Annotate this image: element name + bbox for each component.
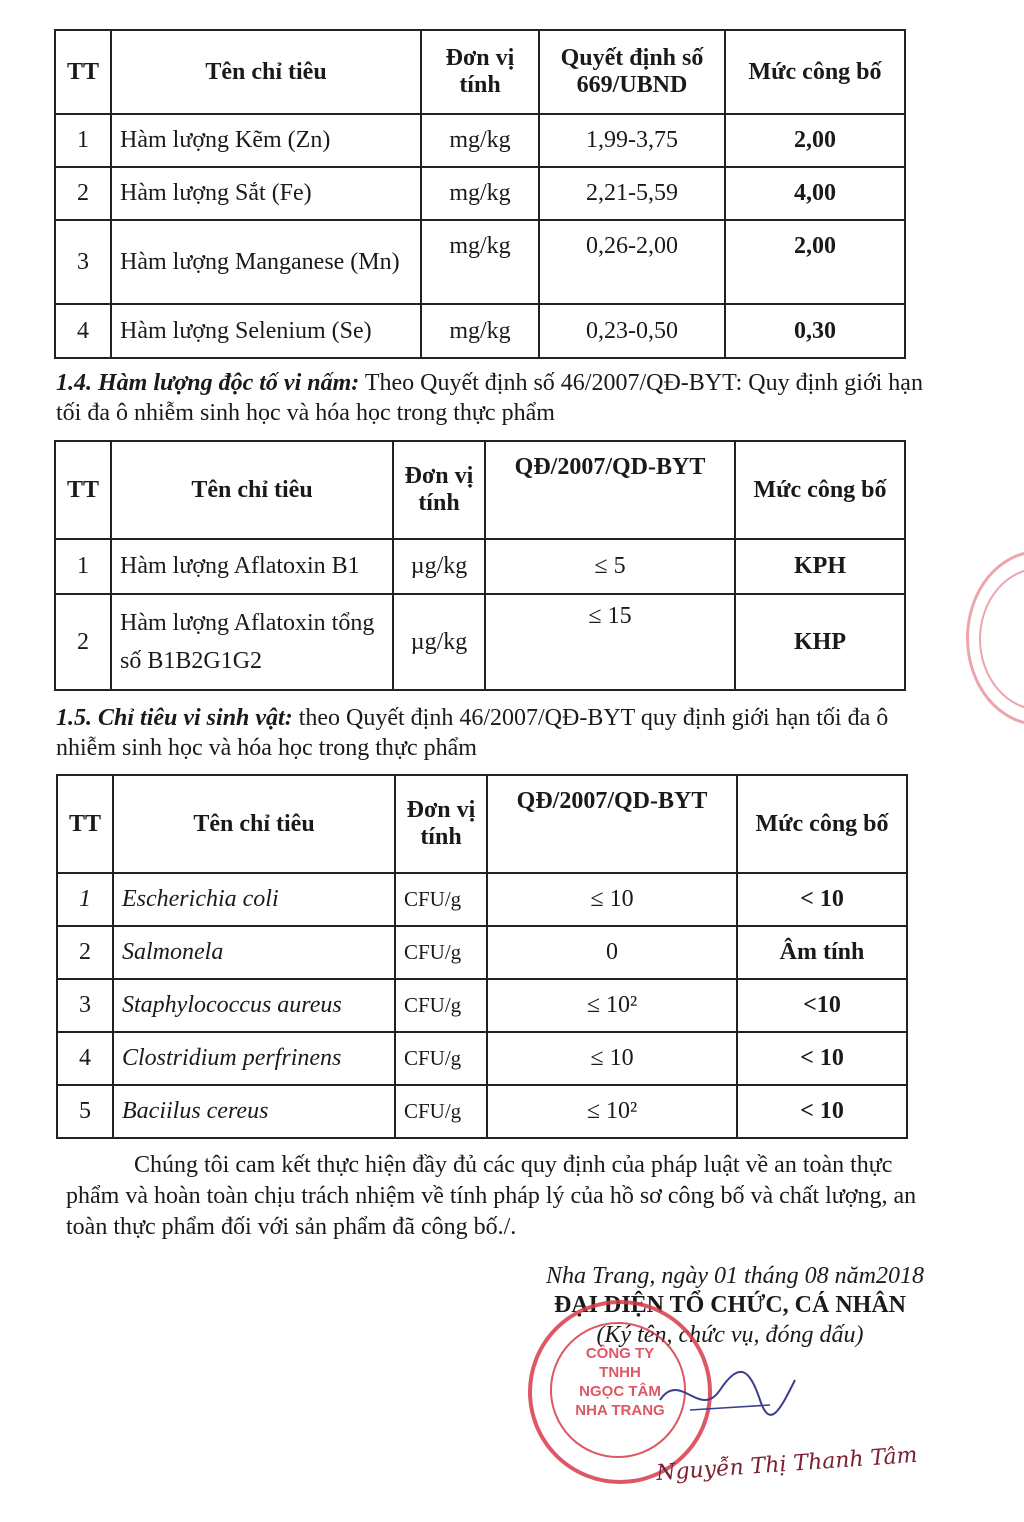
section-1-5 (56, 703, 936, 763)
header-tt: TT (55, 441, 111, 539)
header-value: Mức công bố (735, 441, 905, 539)
table-row (57, 926, 907, 979)
row-ref: 2,21-5,59 (539, 167, 725, 220)
header-name: Tên chỉ tiêu (111, 30, 421, 114)
row-value: KPH (735, 539, 905, 594)
header-tt: TT (57, 775, 113, 873)
section-text: theo Quyết định 46/2007/QĐ-BYT quy định giới hạn tối đa ô nhiễm sinh học và hóa học trong thực phẩm (56, 705, 889, 761)
row-tt: 4 (55, 304, 111, 358)
row-unit: µg/kg (393, 539, 485, 594)
table-row (55, 539, 905, 594)
table-row (55, 304, 905, 358)
signature-scribble (650, 1360, 800, 1430)
row-value: < 10 (737, 873, 907, 926)
section-text: Theo Quyết định số 46/2007/QĐ-BYT: Quy định giới hạn tối đa ô nhiễm sinh học và hóa học trong thực phẩm (56, 370, 923, 426)
row-value: 2,00 (725, 220, 905, 304)
row-unit: CFU/g (395, 873, 487, 926)
row-name: Hàm lượng Aflatoxin tổng số B1B2G1G2 (111, 594, 393, 690)
row-tt: 2 (55, 594, 111, 690)
table-row (57, 979, 907, 1032)
row-tt: 3 (57, 979, 113, 1032)
row-tt: 1 (55, 539, 111, 594)
row-name: Hàm lượng Selenium (Se) (111, 304, 421, 358)
header-unit: Đơn vị tính (421, 30, 539, 114)
table-row (57, 1085, 907, 1138)
table-row (55, 167, 905, 220)
table-minerals (54, 29, 906, 359)
table-mycotoxins (54, 440, 906, 691)
row-ref: 0 (487, 926, 737, 979)
row-ref: ≤ 10² (487, 979, 737, 1032)
row-value: < 10 (737, 1085, 907, 1138)
row-name: Salmonela (113, 926, 395, 979)
section-heading: 1.5. Chỉ tiêu vi sinh vật: (56, 705, 293, 731)
row-name: Hàm lượng Kẽm (Zn) (111, 114, 421, 167)
row-ref: 1,99-3,75 (539, 114, 725, 167)
row-name: Baciilus cereus (113, 1085, 395, 1138)
row-value: <10 (737, 979, 907, 1032)
stamp-line: TNHH (599, 1364, 641, 1381)
partial-stamp (966, 550, 1024, 726)
row-tt: 1 (57, 873, 113, 926)
row-name: Hàm lượng Manganese (Mn) (111, 220, 421, 304)
commitment-paragraph: Chúng tôi cam kết thực hiện đầy đủ các quy định của pháp luật về an toàn thực phẩm và hoàn toàn chịu trách nhiệm về tính pháp lý của hồ sơ công bố và chất lượng, an toàn thực phẩm đối với sản phẩm đã công bố./. (66, 1152, 917, 1240)
row-unit: mg/kg (421, 167, 539, 220)
table-row (57, 1032, 907, 1085)
row-value: 2,00 (725, 114, 905, 167)
row-tt: 3 (55, 220, 111, 304)
table-row (55, 220, 905, 304)
row-unit: CFU/g (395, 979, 487, 1032)
header-ref: QĐ/2007/QD-BYT (487, 775, 737, 873)
table-row (55, 114, 905, 167)
row-unit: CFU/g (395, 1032, 487, 1085)
row-ref: ≤ 15 (485, 594, 735, 690)
row-ref: ≤ 10 (487, 1032, 737, 1085)
row-tt: 4 (57, 1032, 113, 1085)
row-name: Clostridium perfrinens (113, 1032, 395, 1085)
table-row (55, 594, 905, 690)
row-value: 0,30 (725, 304, 905, 358)
stamp-line: CÔNG TY (585, 1345, 655, 1362)
table-row (57, 873, 907, 926)
row-unit: mg/kg (421, 220, 539, 304)
row-name: Escherichia coli (113, 873, 395, 926)
signer-name: Nguyễn Thị Thanh Tâm (655, 1442, 919, 1487)
stamp-line: NHA TRANG (575, 1402, 665, 1419)
row-unit: CFU/g (395, 1085, 487, 1138)
row-tt: 5 (57, 1085, 113, 1138)
row-ref: 0,23-0,50 (539, 304, 725, 358)
header-name: Tên chỉ tiêu (111, 441, 393, 539)
row-unit: mg/kg (421, 114, 539, 167)
row-value: 4,00 (725, 167, 905, 220)
row-tt: 2 (55, 167, 111, 220)
place-date: Nha Trang, ngày 01 tháng 08 năm2018 (545, 1263, 925, 1289)
row-value: < 10 (737, 1032, 907, 1085)
row-unit: µg/kg (393, 594, 485, 690)
stamp-line: NGỌC TÂM (579, 1383, 661, 1400)
header-tt: TT (55, 30, 111, 114)
table-microbiology (56, 774, 908, 1139)
signature-block (440, 1262, 960, 1350)
row-ref: ≤ 10² (487, 1085, 737, 1138)
signature-title: ĐẠI DIỆN TỔ CHỨC, CÁ NHÂN (553, 1292, 907, 1318)
row-value: KHP (735, 594, 905, 690)
header-value: Mức công bố (725, 30, 905, 114)
header-unit: Đơn vị tính (395, 775, 487, 873)
header-ref: Quyết định số 669/UBND (539, 30, 725, 114)
section-1-4 (56, 368, 946, 428)
section-heading: 1.4. Hàm lượng độc tố vi nấm: (56, 370, 360, 396)
row-ref: ≤ 10 (487, 873, 737, 926)
row-ref: ≤ 5 (485, 539, 735, 594)
row-name: Staphylococcus aureus (113, 979, 395, 1032)
row-unit: mg/kg (421, 304, 539, 358)
row-name: Hàm lượng Aflatoxin B1 (111, 539, 393, 594)
row-value: Âm tính (737, 926, 907, 979)
signature-note: (Ký tên, chức vụ, đóng dấu) (596, 1322, 864, 1348)
row-unit: CFU/g (395, 926, 487, 979)
row-name: Hàm lượng Sắt (Fe) (111, 167, 421, 220)
row-tt: 1 (55, 114, 111, 167)
header-value: Mức công bố (737, 775, 907, 873)
header-ref: QĐ/2007/QD-BYT (485, 441, 735, 539)
row-ref: 0,26-2,00 (539, 220, 725, 304)
header-unit: Đơn vị tính (393, 441, 485, 539)
header-name: Tên chỉ tiêu (113, 775, 395, 873)
row-tt: 2 (57, 926, 113, 979)
